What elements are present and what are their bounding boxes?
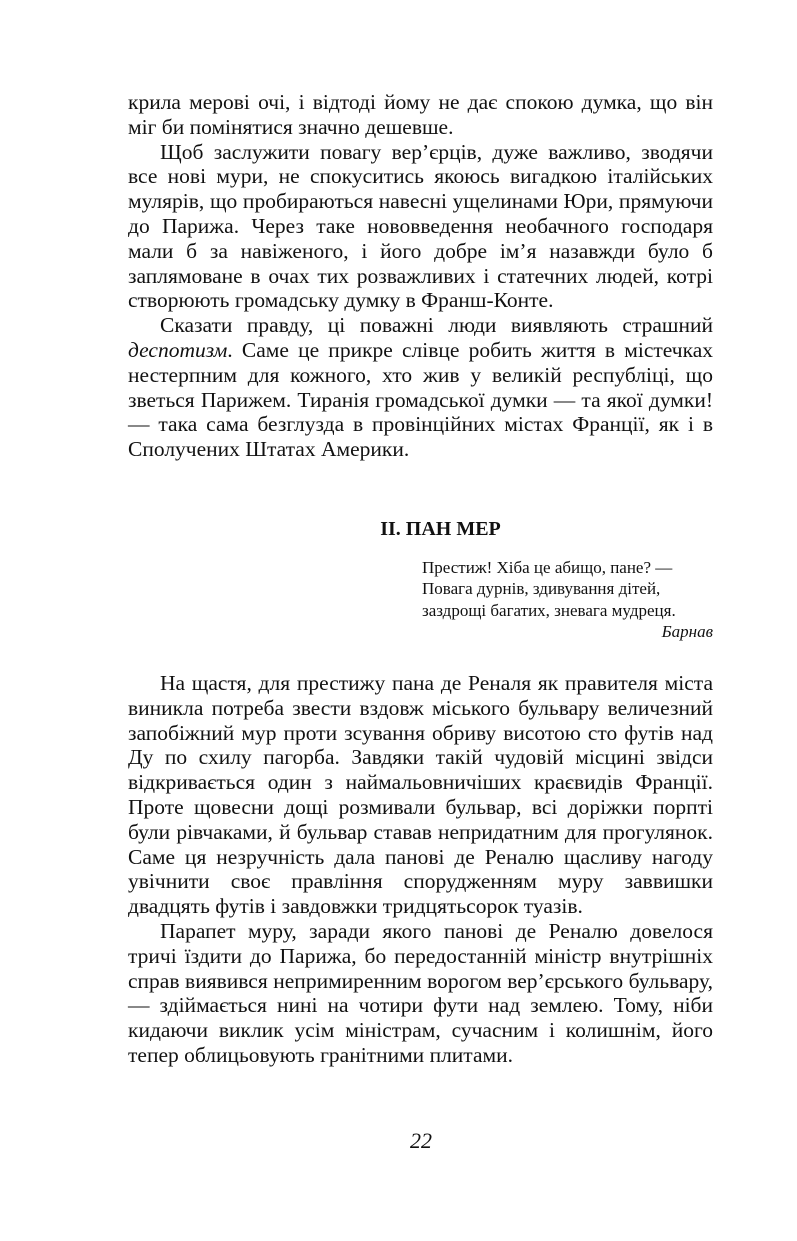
epigraph-line: Повага дурнів, здивування дітей,: [422, 579, 661, 599]
paragraph-despotism: [128, 313, 713, 462]
paragraph-despotism-start: Сказати правду, ці поважні люди виявляють страшний: [160, 313, 713, 338]
paragraph-despotism-emphasis: деспотизм: [128, 337, 228, 362]
page-number: 22: [410, 1128, 432, 1153]
paragraph-despotism-end: . Саме це прикре слівце робить життя в містечках нестерпним для кожного, хто жив у великій республіці, що зветься Парижем. Тиранія громадської думки — та якої думки! — така сама безглузда в провінційних містах Франції, як і в Сполучених Штатах Америки.: [128, 337, 713, 462]
epigraph-line: Престиж! Хіба це абищо, пане? —: [422, 557, 673, 577]
epigraph-author: Барнав: [661, 622, 713, 642]
epigraph-line: заздрощі багатих, зневага мудреця.: [422, 600, 676, 620]
paragraph-wall-construction: На щастя, для престижу пана де Реналя як правителя міста виникла потреба звести вздовж міського бульвару величезний запобіжний мур проти зсування обриву висотою сто футів над Ду по схилу пагорба. Завдяки такій чудовій місцині звідси відкривається один з наймальовничіших краєвидів Франції. Проте щовесни дощі розмивали бульвар, всі доріжки порпті були рівчаками, й бульвар ставав непридатним для прогулянок. Саме ця незручність дала панові де Реналю щасливу нагоду увічнити своє правління спорудженням муру заввишки двадцять футів і завдовжки тридцятьсорок туазів.: [128, 670, 713, 919]
chapter-body: [128, 671, 713, 1068]
page-content: [128, 90, 713, 1068]
chapter-title: II. ПАН МЕР: [380, 517, 501, 540]
paragraph-parapet: Парапет муру, заради якого панові де Реналю довелося тричі їздити до Парижа, бо передостанній міністр внутрішніх справ виявився непримиренним ворогом вер’єрського бульвару, — здіймається нині на чотири фути над землею. Тому, ніби кидаючи виклик усім міністрам, сучасним і колишнім, його тепер облицьовують гранітними плитами.: [128, 918, 713, 1067]
epigraph: [422, 557, 713, 643]
paragraph-continued: крила мерові очі, і відтоді йому не дає спокою думка, що він міг би помінятися значно дешевше.: [128, 90, 713, 139]
paragraph-walls: Щоб заслужити повагу вер’єрців, дуже важливо, зводячи все нові мури, не спокуситись якоюсь вигадкою італійських мулярів, що пробираються навесні ущелинами Юри, прямуючи до Парижа. Через таке нововведення необачного господаря мали б за навіженого, і його добре ім’я назавжди було б заплямоване в очах тих розважливих і статечних людей, котрі створюють громадську думку в Франш-Конте.: [128, 139, 713, 313]
